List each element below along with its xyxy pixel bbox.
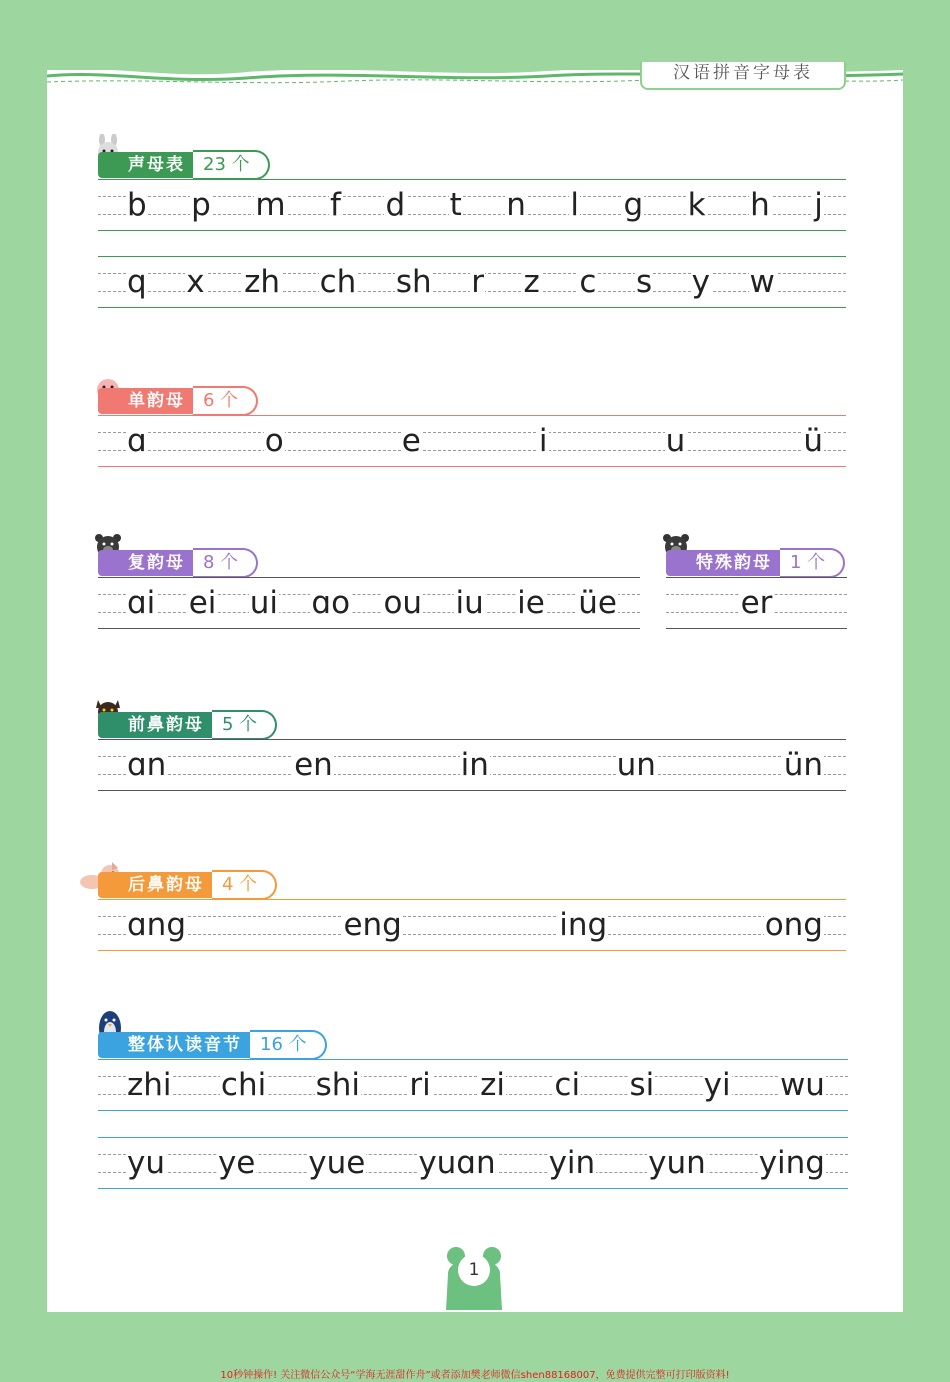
letter: yun — [648, 1145, 706, 1181]
letter: ɑo — [311, 585, 351, 621]
letter: ɑi — [127, 585, 156, 621]
letter: l — [570, 187, 580, 223]
letter: yuɑn — [418, 1145, 496, 1181]
letter: w — [749, 264, 775, 300]
letter-list — [98, 1059, 848, 1111]
letter: e — [401, 423, 421, 459]
letter: yue — [308, 1145, 366, 1181]
section-title: 复韵母 — [98, 550, 193, 576]
letter: ong — [764, 907, 823, 943]
letter: en — [294, 747, 333, 783]
letter: h — [750, 187, 770, 223]
letter: sh — [395, 264, 432, 300]
letter: ie — [517, 585, 545, 621]
letter: s — [635, 264, 653, 300]
section-badge-qianbi — [98, 710, 277, 740]
section-title: 特殊韵母 — [666, 550, 780, 576]
section-count: 1 个 — [780, 548, 845, 578]
letter: yin — [548, 1145, 596, 1181]
letter-list — [98, 577, 640, 629]
section-title: 单韵母 — [98, 388, 193, 414]
letter: in — [460, 747, 489, 783]
letter: zh — [244, 264, 281, 300]
letter-list — [98, 739, 846, 791]
section-count: 6 个 — [193, 386, 258, 416]
letter: ou — [383, 585, 423, 621]
page-title: 汉语拼音字母表 — [640, 62, 846, 90]
letter: r — [471, 264, 484, 300]
section-badge-shengmu — [98, 150, 270, 180]
letter: j — [814, 187, 823, 223]
letter: un — [616, 747, 656, 783]
writing-row — [98, 1059, 848, 1111]
page-number: 1 — [458, 1254, 490, 1286]
letter-list — [98, 179, 846, 231]
letter: g — [623, 187, 644, 223]
writing-row — [98, 1137, 848, 1189]
section-badge-teshu — [666, 548, 845, 578]
letter: zi — [480, 1067, 506, 1103]
section-badge-fuyunmu — [98, 548, 258, 578]
letter: ing — [559, 907, 608, 943]
letter: k — [687, 187, 706, 223]
letter: ri — [409, 1067, 431, 1103]
letter: üe — [578, 585, 617, 621]
letter: u — [665, 423, 686, 459]
writing-row — [98, 256, 846, 308]
letter: q — [127, 264, 147, 300]
section-count: 23 个 — [193, 150, 270, 180]
section-badge-zhengti — [98, 1030, 327, 1060]
letter: er — [740, 585, 773, 621]
letter-list — [98, 899, 846, 951]
section-title: 后鼻韵母 — [98, 872, 212, 898]
letter: ei — [188, 585, 217, 621]
footer-note: 10秒钟操作! 关注微信公众号“学海无涯甜作舟”或者添加樊老师微信shen88168007，免费提供完整可打印版资料! — [220, 1370, 730, 1381]
letter: x — [186, 264, 205, 300]
letter: p — [191, 187, 211, 223]
letter: ying — [758, 1145, 825, 1181]
section-count: 16 个 — [250, 1030, 327, 1060]
letter: chi — [220, 1067, 267, 1103]
section-title: 整体认读音节 — [98, 1032, 250, 1058]
letter: z — [523, 264, 540, 300]
section-badge-houbi — [98, 870, 277, 900]
letter: yu — [127, 1145, 165, 1181]
section-badge-danyunmu — [98, 386, 258, 416]
letter: si — [629, 1067, 655, 1103]
letter: ün — [783, 747, 823, 783]
letter: zhi — [127, 1067, 172, 1103]
letter: ɑn — [127, 747, 167, 783]
writing-row — [98, 179, 846, 231]
letter: eng — [343, 907, 402, 943]
letter: t — [449, 187, 462, 223]
letter: ci — [554, 1067, 581, 1103]
writing-row — [98, 899, 846, 951]
letter: n — [506, 187, 526, 223]
section-title: 前鼻韵母 — [98, 712, 212, 738]
writing-row — [98, 577, 640, 629]
letter: f — [330, 187, 341, 223]
page-number-badge — [444, 1244, 504, 1310]
letter: yi — [703, 1067, 731, 1103]
letter: wu — [779, 1067, 825, 1103]
letter-list — [98, 256, 846, 308]
letter: ɑ — [127, 423, 147, 459]
letter: ye — [217, 1145, 256, 1181]
writing-row — [98, 415, 846, 467]
letter: iu — [455, 585, 484, 621]
letter: m — [255, 187, 286, 223]
letter: d — [385, 187, 406, 223]
letter: y — [691, 264, 710, 300]
writing-row — [666, 577, 847, 629]
letter: o — [264, 423, 284, 459]
letter: ui — [249, 585, 279, 621]
letter: c — [579, 264, 597, 300]
section-count: 5 个 — [212, 710, 277, 740]
letter: ch — [319, 264, 357, 300]
writing-row — [98, 739, 846, 791]
letter: ü — [803, 423, 823, 459]
section-title: 声母表 — [98, 152, 193, 178]
letter-list — [98, 415, 846, 467]
letter: ɑng — [127, 907, 187, 943]
section-count: 8 个 — [193, 548, 258, 578]
letter-list — [666, 577, 847, 629]
section-count: 4 个 — [212, 870, 277, 900]
letter: i — [538, 423, 548, 459]
letter: shi — [315, 1067, 361, 1103]
letter-list — [98, 1137, 848, 1189]
letter: b — [127, 187, 147, 223]
